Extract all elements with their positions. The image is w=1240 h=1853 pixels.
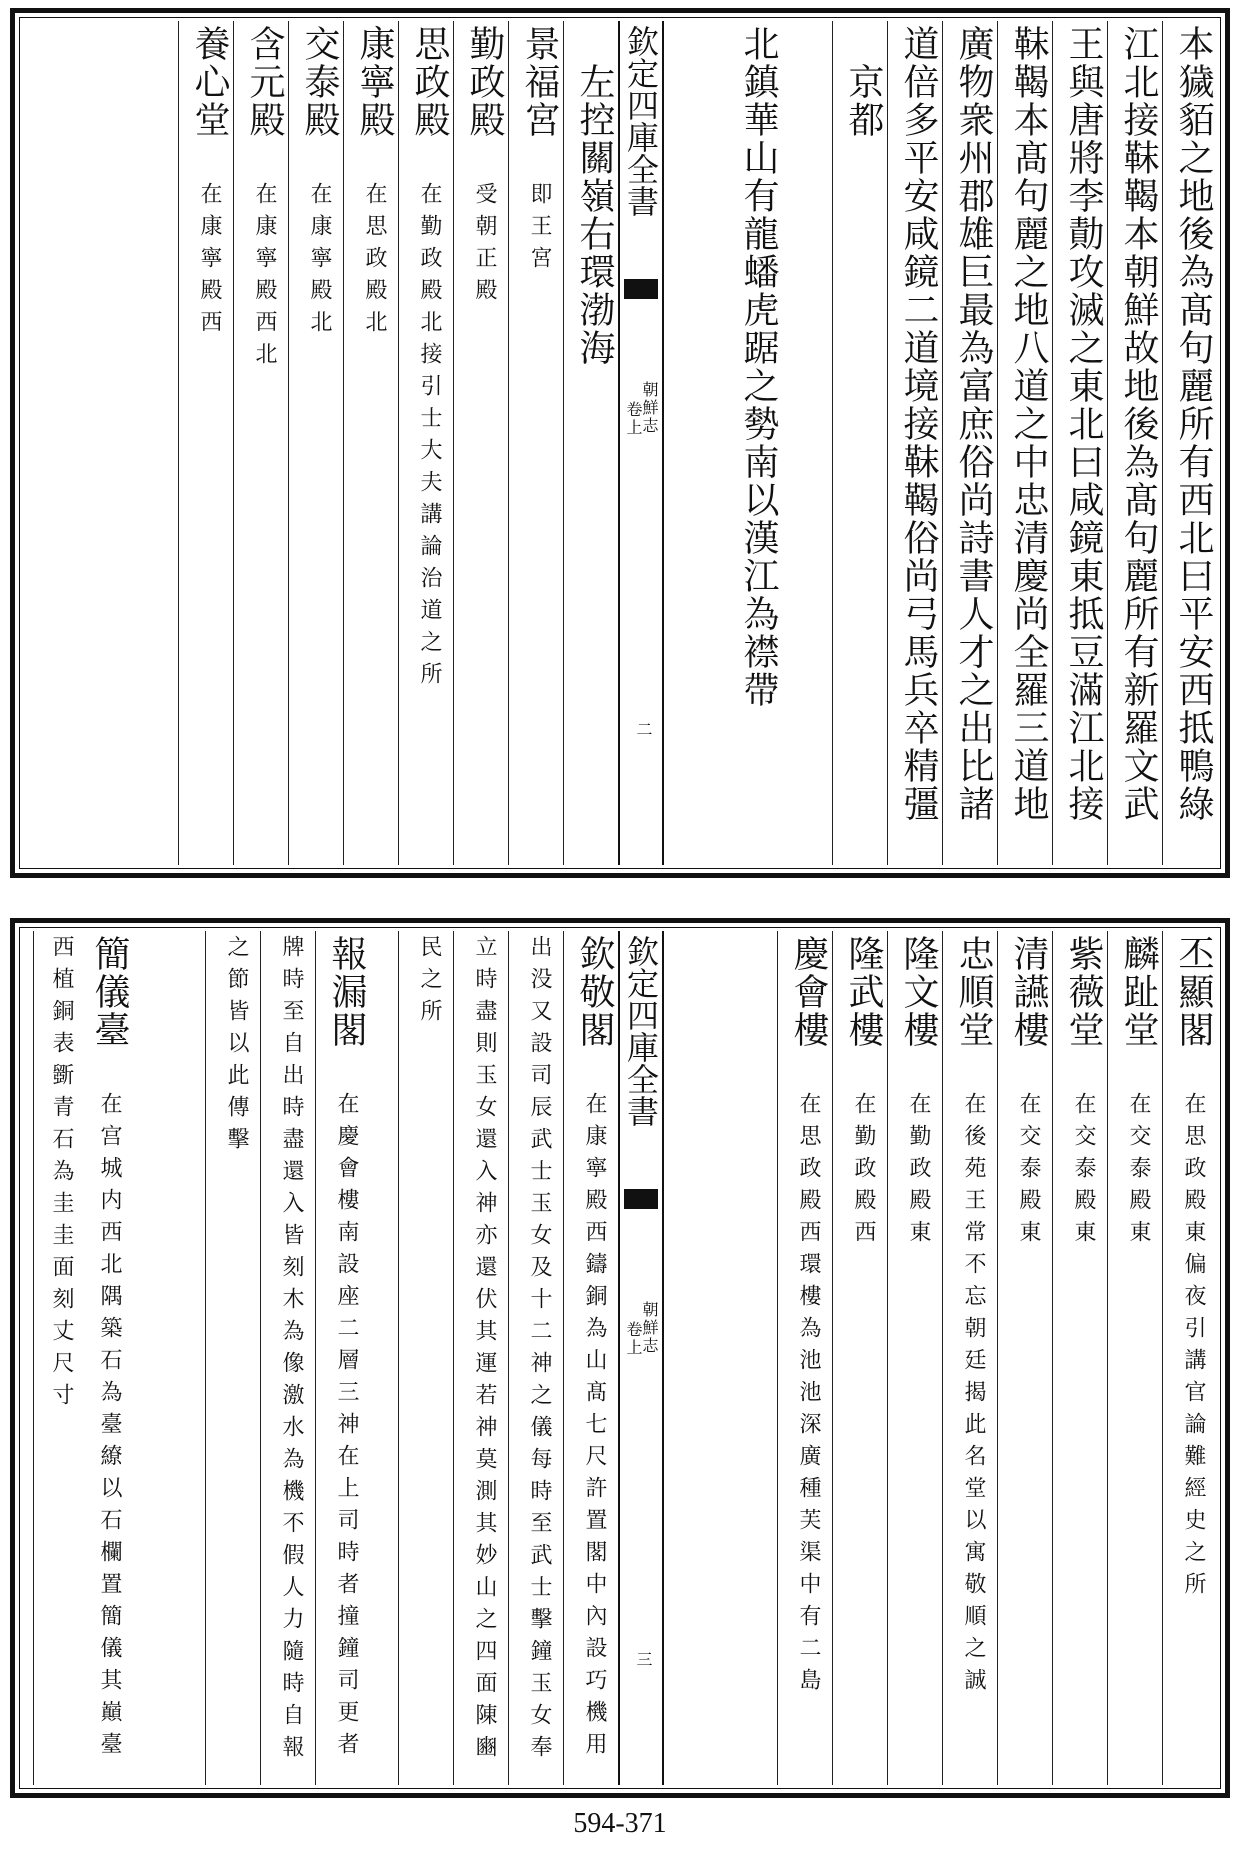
note-text: 即王宮 bbox=[527, 182, 552, 278]
note-text: 牌時至自出時盡還入皆刻木為像激水為機不假人力隨時自報 bbox=[279, 935, 304, 1767]
text-column bbox=[1162, 931, 1217, 1785]
main-text: 含元殿 bbox=[244, 25, 285, 139]
book-title: 欽定四庫全書 bbox=[622, 25, 660, 217]
main-text: 忠順堂 bbox=[953, 935, 994, 1049]
text-column bbox=[563, 21, 618, 865]
note-text: 在康寧殿西北 bbox=[252, 182, 277, 374]
main-text: 養心堂 bbox=[189, 25, 230, 139]
note-text: 在後苑王常不忘朝廷揭此名堂以寓敬順之誠 bbox=[961, 1092, 986, 1700]
leaf-number: 二 bbox=[634, 721, 653, 739]
note-text: 在康寧殿北 bbox=[307, 182, 332, 342]
note-text: 在康寧殿西 bbox=[197, 182, 222, 342]
note-text: 在宫城内西北隅築石為臺繚以石欄置簡儀其巔臺西植銅表斵青石為圭圭面刻丈尺寸 bbox=[49, 935, 122, 1764]
note-text: 之節皆以此傳擊 bbox=[224, 935, 249, 1159]
text-column bbox=[178, 21, 233, 865]
text-column bbox=[453, 931, 508, 1785]
center-gutter bbox=[618, 931, 664, 1785]
main-text: 丕顯閣 bbox=[1173, 935, 1214, 1049]
main-text: 清讌樓 bbox=[1008, 935, 1049, 1049]
text-column bbox=[1162, 21, 1217, 865]
note-text: 在交泰殿東 bbox=[1071, 1092, 1096, 1252]
main-text: 慶會樓 bbox=[788, 935, 829, 1049]
note-text: 在勤政殿北接引士大夫講論治道之所 bbox=[417, 182, 442, 694]
note-text: 在慶會樓南設座二層三神在上司時者撞鐘司更者 bbox=[334, 1092, 359, 1764]
text-column bbox=[887, 931, 942, 1785]
text-column bbox=[398, 21, 453, 865]
text-column bbox=[33, 931, 133, 1785]
note-text: 立時盡則玉女還入神亦還伏其運若神莫測其妙山之四面陳豳 bbox=[472, 935, 497, 1767]
main-text: 紫薇堂 bbox=[1063, 935, 1104, 1049]
text-column bbox=[398, 931, 453, 1785]
note-text: 在思政殿西環樓為池池深廣種芙渠中有二島 bbox=[796, 1092, 821, 1700]
main-text: 交泰殿 bbox=[299, 25, 340, 139]
page-number: 594-371 bbox=[573, 1808, 667, 1839]
fishtail-mark bbox=[624, 279, 658, 299]
top-half-page bbox=[10, 8, 1230, 878]
note-text: 在勤政殿西 bbox=[851, 1092, 876, 1252]
main-text: 本獩貊之地後為髙句麗所有西北曰平安西抵鴨綠 bbox=[1173, 25, 1214, 823]
main-text: 欽敬閣 bbox=[574, 935, 615, 1049]
book-title: 欽定四庫全書 bbox=[622, 935, 660, 1127]
main-text: 思政殿 bbox=[409, 25, 450, 139]
main-text: 左控關嶺右環渤海 bbox=[574, 25, 615, 367]
note-text: 民之所 bbox=[417, 935, 442, 1031]
center-gutter bbox=[618, 21, 664, 865]
main-text: 靺鞨本髙句麗之地八道之中忠清慶尚全羅三道地 bbox=[1008, 25, 1049, 823]
text-column bbox=[508, 21, 563, 865]
fishtail-mark bbox=[624, 1189, 658, 1209]
text-column bbox=[288, 21, 343, 865]
juan-label: 卷上 bbox=[624, 401, 643, 437]
text-column bbox=[508, 931, 563, 1785]
text-column bbox=[1107, 931, 1162, 1785]
note-text: 在思政殿東偏夜引講官論難經史之所 bbox=[1181, 1092, 1206, 1604]
text-column bbox=[832, 931, 887, 1785]
main-text: 康寧殿 bbox=[354, 25, 395, 139]
main-text: 江北接靺鞨本朝鮮故地後為髙句麗所有新羅文武 bbox=[1118, 25, 1159, 823]
text-column bbox=[997, 931, 1052, 1785]
main-text: 報漏閣 bbox=[326, 935, 367, 1049]
main-text: 景福宮 bbox=[519, 25, 560, 139]
text-column bbox=[233, 21, 288, 865]
note-text: 在康寧殿西鑄銅為山髙七尺許置閣中內設巧機用 bbox=[582, 1092, 607, 1764]
bottom-half-page bbox=[10, 918, 1230, 1798]
text-column bbox=[777, 931, 832, 1785]
book-name: 朝鮮志 bbox=[640, 381, 659, 435]
note-text: 出没又設司辰武士玉女及十二神之儀每時至武士擊鐘玉女奉 bbox=[527, 935, 552, 1767]
main-text: 隆武樓 bbox=[843, 935, 884, 1049]
text-column bbox=[887, 21, 942, 865]
text-column bbox=[1107, 21, 1162, 865]
text-column bbox=[260, 931, 315, 1785]
note-text: 受朝正殿 bbox=[472, 182, 497, 310]
note-text: 在交泰殿東 bbox=[1016, 1092, 1041, 1252]
text-column bbox=[1052, 21, 1107, 865]
juan-label: 卷上 bbox=[624, 1321, 643, 1357]
text-column bbox=[727, 21, 782, 865]
note-text: 在交泰殿東 bbox=[1126, 1092, 1151, 1252]
text-column bbox=[997, 21, 1052, 865]
leaf-number: 三 bbox=[634, 1651, 653, 1669]
main-text: 隆文樓 bbox=[898, 935, 939, 1049]
main-text: 道倍多平安咸鏡二道境接靺鞨俗尚弓馬兵卒精彊 bbox=[898, 25, 939, 823]
main-text: 廣物衆州郡雄巨最為富庶俗尚詩書人才之出比諸 bbox=[953, 25, 994, 823]
text-column bbox=[832, 21, 887, 865]
main-text: 京都 bbox=[843, 25, 884, 139]
text-column bbox=[453, 21, 508, 865]
main-text: 麟趾堂 bbox=[1118, 935, 1159, 1049]
text-column bbox=[315, 931, 370, 1785]
main-text: 王與唐將李勣攻滅之東北曰咸鏡東抵豆滿江北接 bbox=[1063, 25, 1104, 823]
note-text: 在思政殿北 bbox=[362, 182, 387, 342]
main-text: 勤政殿 bbox=[464, 25, 505, 139]
book-name: 朝鮮志 bbox=[640, 1301, 659, 1355]
text-column bbox=[942, 21, 997, 865]
main-text: 簡儀臺 bbox=[89, 935, 130, 1049]
note-text: 在勤政殿東 bbox=[906, 1092, 931, 1252]
text-column bbox=[942, 931, 997, 1785]
text-column bbox=[563, 931, 618, 1785]
text-column bbox=[205, 931, 260, 1785]
main-text: 北鎮華山有龍蟠虎踞之勢南以漢江為襟帶 bbox=[738, 25, 779, 709]
text-column bbox=[1052, 931, 1107, 1785]
text-column bbox=[343, 21, 398, 865]
